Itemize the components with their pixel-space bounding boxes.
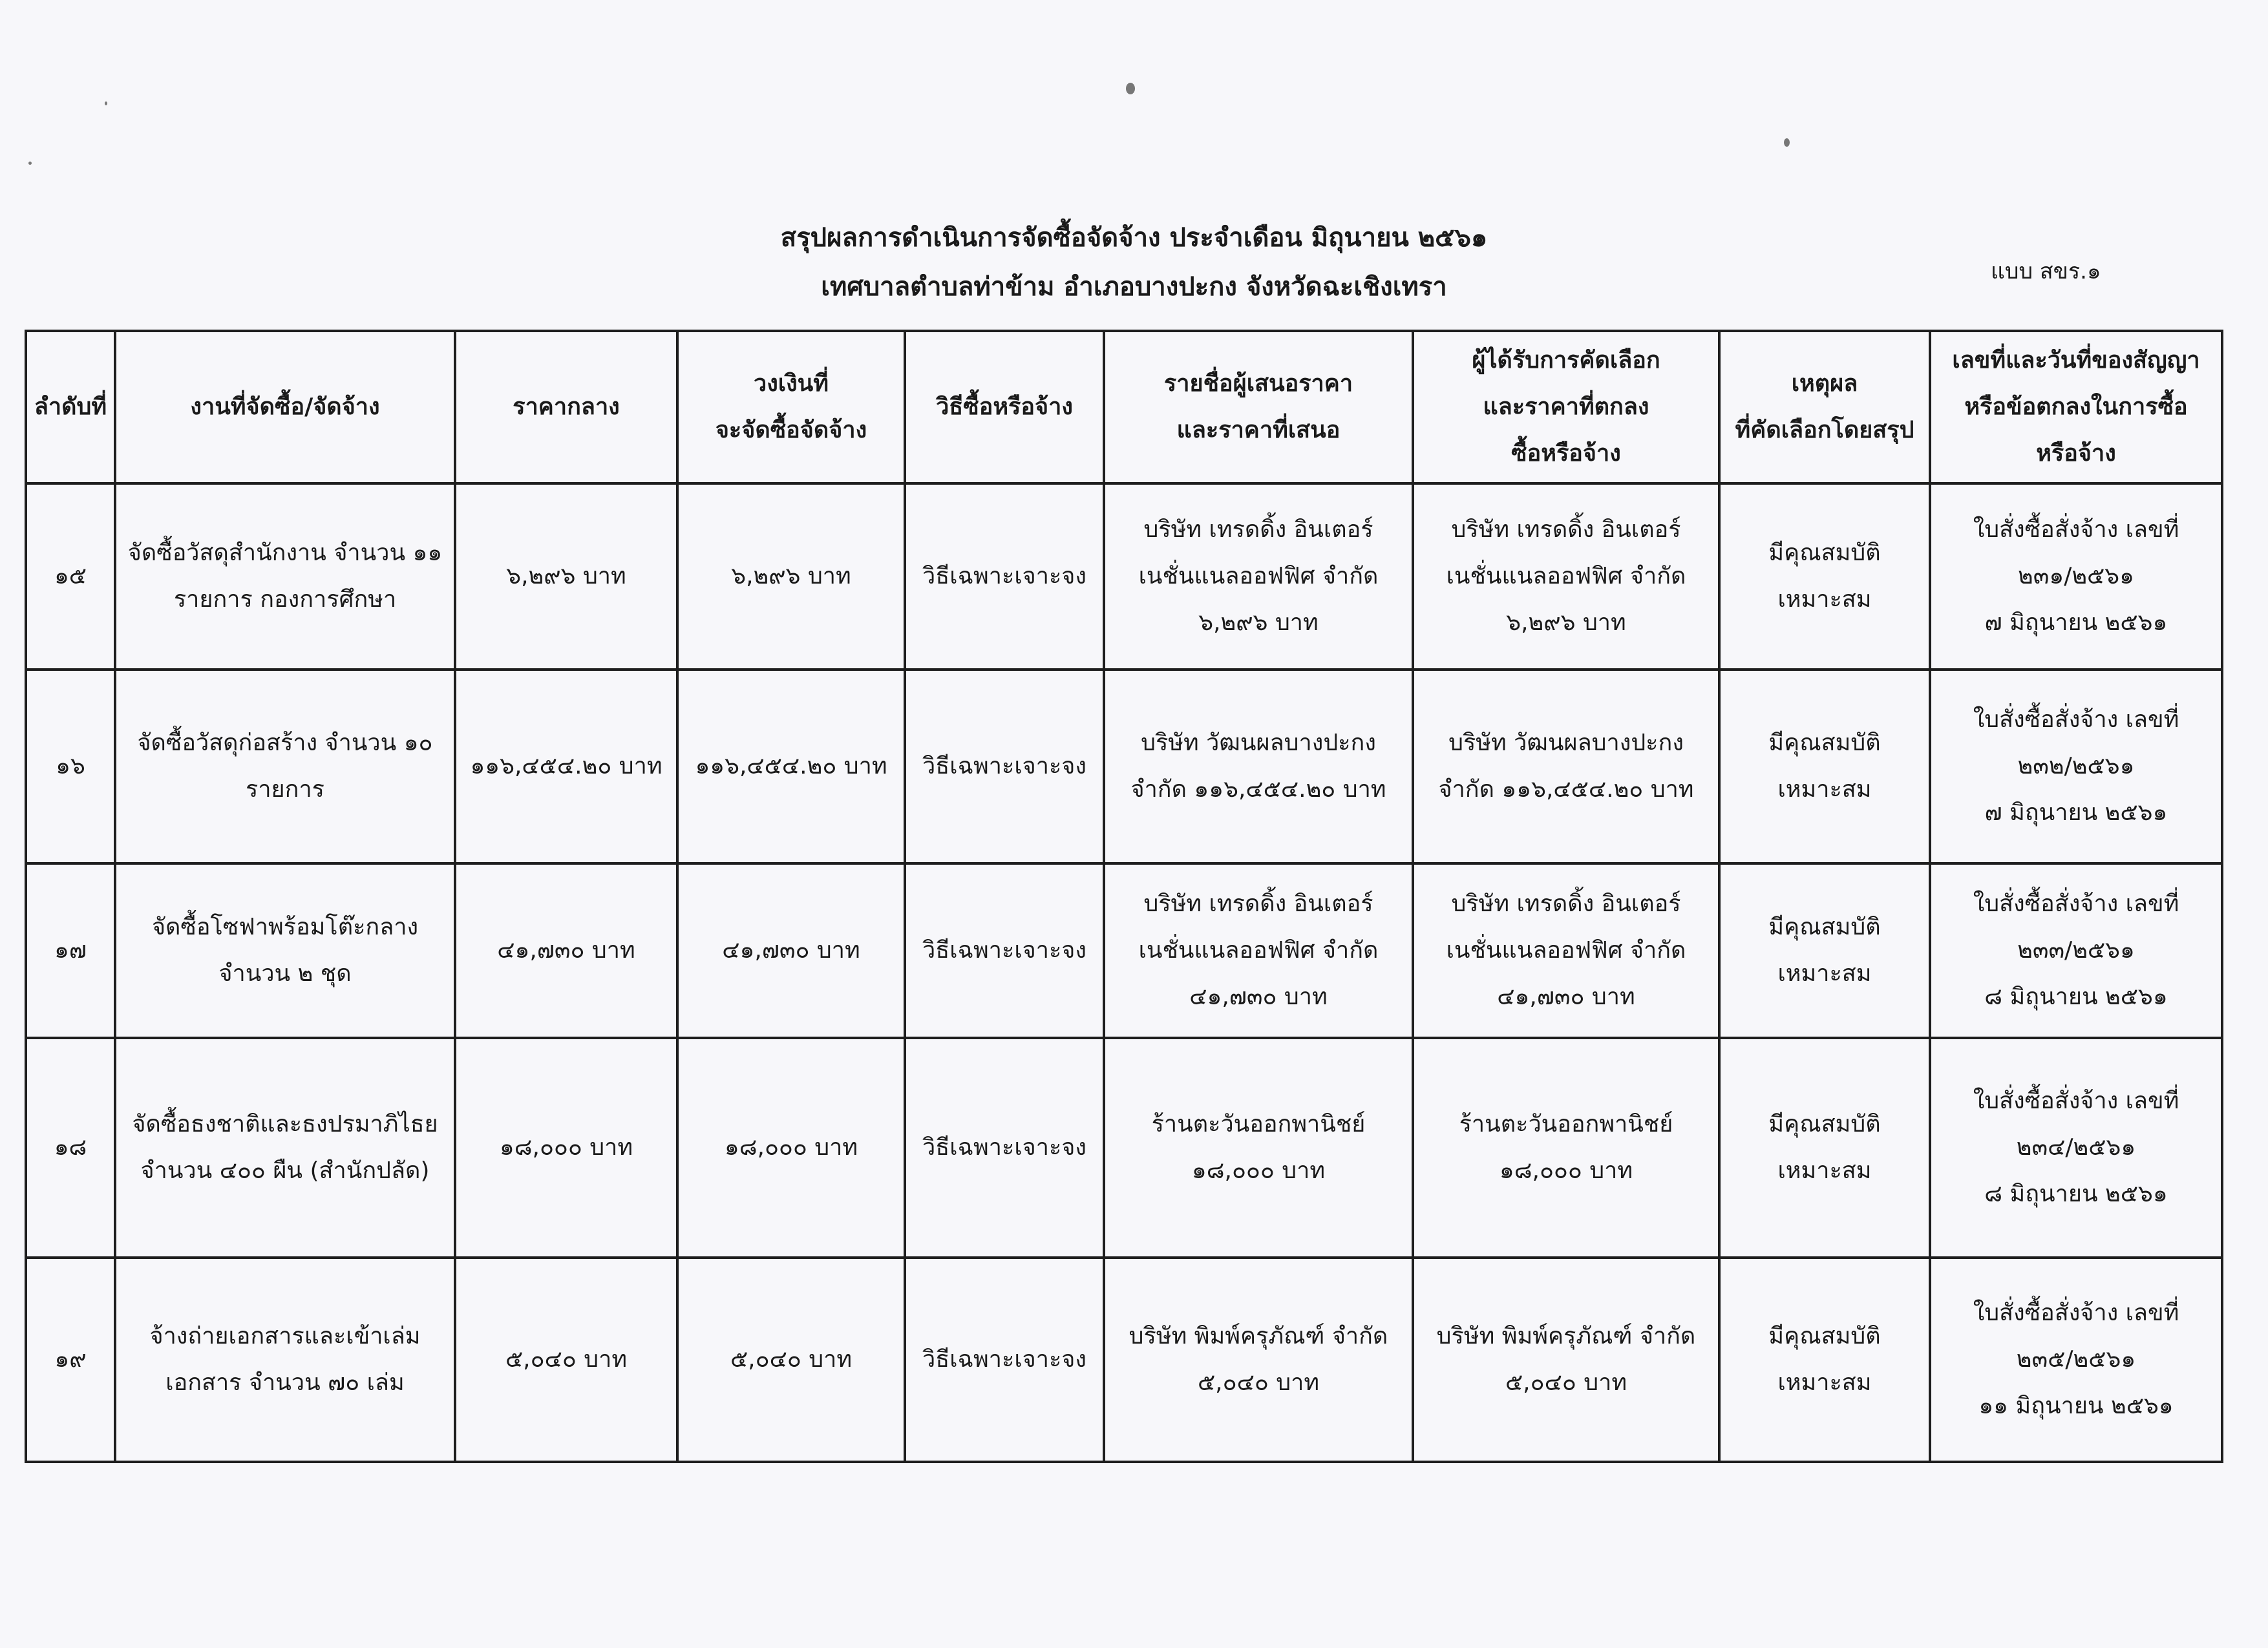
table-row	[26, 1258, 2222, 1462]
cell-contract: ใบสั่งซื้อสั่งจ้าง เลขที่ ๒๓๕/๒๕๖๑ ๑๑ มิถุนายน ๒๕๖๑	[1930, 1258, 2222, 1462]
cell-method: วิธีเฉพาะเจาะจง	[905, 1258, 1104, 1462]
table-header-row	[26, 331, 2222, 483]
cell-reason: มีคุณสมบัติ เหมาะสม	[1719, 1038, 1930, 1258]
header-contract: เลขที่และวันที่ของสัญญา หรือข้อตกลงในการซื้อ หรือจ้าง	[1930, 331, 2222, 483]
cell-reason: มีคุณสมบัติ เหมาะสม	[1719, 670, 1930, 863]
cell-contract: ใบสั่งซื้อสั่งจ้าง เลขที่ ๒๓๔/๒๕๖๑ ๘ มิถุนายน ๒๕๖๑	[1930, 1038, 2222, 1258]
cell-median-price: ๑๘,๐๐๐ บาท	[455, 1038, 677, 1258]
cell-reason: มีคุณสมบัติ เหมาะสม	[1719, 483, 1930, 670]
cell-bidders: บริษัท พิมพ์ครุภัณฑ์ จำกัด ๕,๐๔๐ บาท	[1104, 1258, 1413, 1462]
cell-budget: ๑๘,๐๐๐ บาท	[677, 1038, 905, 1258]
cell-method: วิธีเฉพาะเจาะจง	[905, 1038, 1104, 1258]
scan-speck	[28, 162, 32, 165]
cell-item: จ้างถ่ายเอกสารและเข้าเล่ม เอกสาร จำนวน ๗๐ เล่ม	[115, 1258, 455, 1462]
cell-no: ๑๖	[26, 670, 115, 863]
header-selected: ผู้ได้รับการคัดเลือก และราคาที่ตกลง ซื้อหรือจ้าง	[1413, 331, 1719, 483]
cell-reason: มีคุณสมบัติ เหมาะสม	[1719, 863, 1930, 1038]
cell-bidders: บริษัท เทรดดิ้ง อินเตอร์ เนชั่นแนลออฟฟิศ จำกัด ๖,๒๙๖ บาท	[1104, 483, 1413, 670]
cell-method: วิธีเฉพาะเจาะจง	[905, 483, 1104, 670]
header-reason: เหตุผล ที่คัดเลือกโดยสรุป	[1719, 331, 1930, 483]
cell-selected: บริษัท พิมพ์ครุภัณฑ์ จำกัด ๕,๐๔๐ บาท	[1413, 1258, 1719, 1462]
document-subtitle: เทศบาลตำบลท่าข้าม อำเภอบางปะกง จังหวัดฉะเชิงเทรา	[821, 272, 1447, 302]
cell-no: ๑๙	[26, 1258, 115, 1462]
cell-bidders: ร้านตะวันออกพานิชย์ ๑๘,๐๐๐ บาท	[1104, 1038, 1413, 1258]
scan-speck	[105, 101, 107, 105]
scan-speck	[1126, 83, 1135, 94]
table-row	[26, 483, 2222, 670]
cell-selected: บริษัท เทรดดิ้ง อินเตอร์ เนชั่นแนลออฟฟิศ จำกัด ๔๑,๗๓๐ บาท	[1413, 863, 1719, 1038]
cell-budget: ๕,๐๔๐ บาท	[677, 1258, 905, 1462]
cell-item: จัดซื้อวัสดุก่อสร้าง จำนวน ๑๐ รายการ	[115, 670, 455, 863]
header-no: ลำดับที่	[26, 331, 115, 483]
table-row	[26, 670, 2222, 863]
header-median-price: ราคากลาง	[455, 331, 677, 483]
scan-speck	[1784, 138, 1790, 147]
cell-contract: ใบสั่งซื้อสั่งจ้าง เลขที่ ๒๓๓/๒๕๖๑ ๘ มิถุนายน ๒๕๖๑	[1930, 863, 2222, 1038]
cell-bidders: บริษัท เทรดดิ้ง อินเตอร์ เนชั่นแนลออฟฟิศ จำกัด ๔๑,๗๓๐ บาท	[1104, 863, 1413, 1038]
cell-item: จัดซื้อโซฟาพร้อมโต๊ะกลาง จำนวน ๒ ชุด	[115, 863, 455, 1038]
cell-selected: บริษัท เทรดดิ้ง อินเตอร์ เนชั่นแนลออฟฟิศ จำกัด ๖,๒๙๖ บาท	[1413, 483, 1719, 670]
table-row	[26, 863, 2222, 1038]
cell-median-price: ๕,๐๔๐ บาท	[455, 1258, 677, 1462]
form-code: แบบ สขร.๑	[1991, 259, 2101, 284]
header-item: งานที่จัดซื้อ/จัดจ้าง	[115, 331, 455, 483]
cell-median-price: ๔๑,๗๓๐ บาท	[455, 863, 677, 1038]
header-budget: วงเงินที่ จะจัดซื้อจัดจ้าง	[677, 331, 905, 483]
cell-budget: ๑๑๖,๔๕๔.๒๐ บาท	[677, 670, 905, 863]
cell-budget: ๖,๒๙๖ บาท	[677, 483, 905, 670]
cell-no: ๑๗	[26, 863, 115, 1038]
cell-method: วิธีเฉพาะเจาะจง	[905, 670, 1104, 863]
cell-no: ๑๘	[26, 1038, 115, 1258]
procurement-summary-table	[25, 330, 2223, 1463]
cell-budget: ๔๑,๗๓๐ บาท	[677, 863, 905, 1038]
cell-reason: มีคุณสมบัติ เหมาะสม	[1719, 1258, 1930, 1462]
cell-method: วิธีเฉพาะเจาะจง	[905, 863, 1104, 1038]
cell-no: ๑๕	[26, 483, 115, 670]
document-heading	[0, 213, 2268, 312]
cell-item: จัดซื้อวัสดุสำนักงาน จำนวน ๑๑ รายการ กองการศึกษา	[115, 483, 455, 670]
header-bidders: รายชื่อผู้เสนอราคา และราคาที่เสนอ	[1104, 331, 1413, 483]
table-row	[26, 1038, 2222, 1258]
header-method: วิธีซื้อหรือจ้าง	[905, 331, 1104, 483]
cell-median-price: ๖,๒๙๖ บาท	[455, 483, 677, 670]
document-title: สรุปผลการดำเนินการจัดซื้อจัดจ้าง ประจำเดือน มิถุนายน ๒๕๖๑	[780, 223, 1488, 253]
cell-contract: ใบสั่งซื้อสั่งจ้าง เลขที่ ๒๓๒/๒๕๖๑ ๗ มิถุนายน ๒๕๖๑	[1930, 670, 2222, 863]
cell-bidders: บริษัท วัฒนผลบางปะกง จำกัด ๑๑๖,๔๕๔.๒๐ บาท	[1104, 670, 1413, 863]
cell-selected: บริษัท วัฒนผลบางปะกง จำกัด ๑๑๖,๔๕๔.๒๐ บาท	[1413, 670, 1719, 863]
cell-contract: ใบสั่งซื้อสั่งจ้าง เลขที่ ๒๓๑/๒๕๖๑ ๗ มิถุนายน ๒๕๖๑	[1930, 483, 2222, 670]
cell-median-price: ๑๑๖,๔๕๔.๒๐ บาท	[455, 670, 677, 863]
cell-item: จัดซื้อธงชาติและธงปรมาภิไธย จำนวน ๔๐๐ ผืน (สำนักปลัด)	[115, 1038, 455, 1258]
cell-selected: ร้านตะวันออกพานิชย์ ๑๘,๐๐๐ บาท	[1413, 1038, 1719, 1258]
